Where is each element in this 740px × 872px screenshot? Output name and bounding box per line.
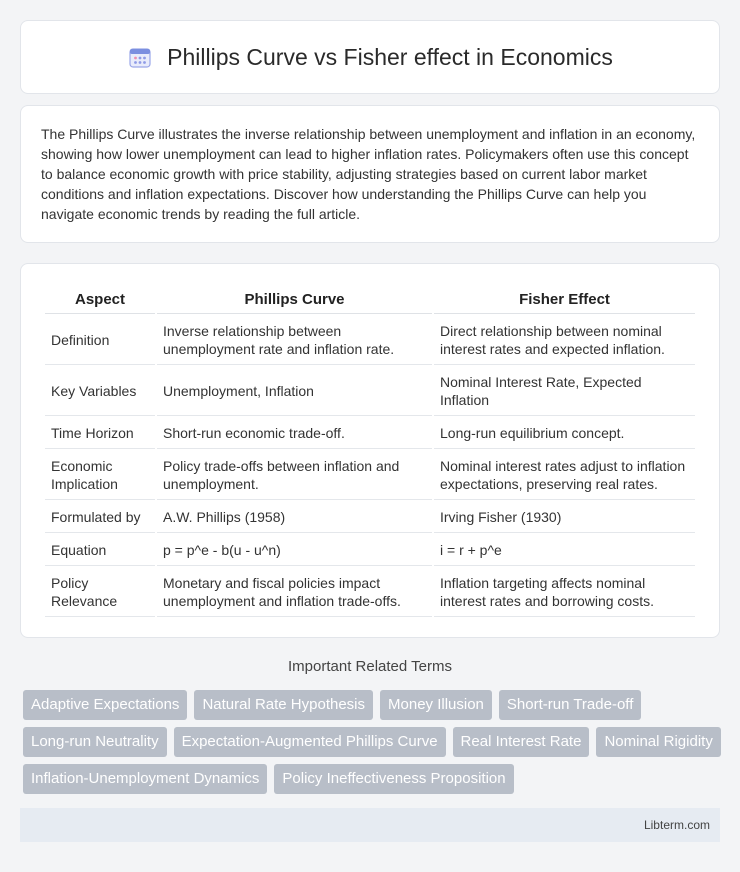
related-terms-list	[23, 690, 723, 794]
related-term-tag[interactable]: Real Interest Rate	[453, 727, 590, 757]
row-aspect: Key Variables	[45, 367, 155, 416]
related-term-tag[interactable]: Adaptive Expectations	[23, 690, 187, 720]
footer-site-link[interactable]: Libterm.com	[643, 818, 710, 832]
related-term-tag[interactable]: Short-run Trade-off	[499, 690, 641, 720]
table-row	[45, 568, 695, 617]
row-fisher: Irving Fisher (1930)	[434, 502, 695, 533]
row-fisher: Long-run equilibrium concept.	[434, 418, 695, 449]
row-aspect: Equation	[45, 535, 155, 566]
related-term-tag[interactable]: Inflation-Unemployment Dynamics	[23, 764, 267, 794]
table-row	[45, 418, 695, 449]
intro-card	[20, 105, 720, 243]
row-fisher: Inflation targeting affects nominal interest rates and borrowing costs.	[434, 568, 695, 617]
related-term-tag[interactable]: Expectation-Augmented Phillips Curve	[174, 727, 446, 757]
related-term-tag[interactable]: Nominal Rigidity	[596, 727, 720, 757]
row-fisher: Nominal Interest Rate, Expected Inflation	[434, 367, 695, 416]
row-phillips: A.W. Phillips (1958)	[157, 502, 432, 533]
table-row	[45, 316, 695, 365]
calendar-icon	[127, 44, 153, 70]
related-terms-title: Important Related Terms	[288, 658, 452, 675]
table-row	[45, 451, 695, 500]
header-phillips-curve: Phillips Curve	[157, 286, 432, 314]
row-phillips: p = p^e - b(u - u^n)	[157, 535, 432, 566]
related-term-tag[interactable]: Natural Rate Hypothesis	[194, 690, 373, 720]
related-term-tag[interactable]: Long-run Neutrality	[23, 727, 167, 757]
row-phillips: Short-run economic trade-off.	[157, 418, 432, 449]
footer	[20, 808, 720, 842]
comparison-card	[20, 263, 720, 638]
row-aspect: Policy Relevance	[45, 568, 155, 617]
header-fisher-effect: Fisher Effect	[434, 286, 695, 314]
row-aspect: Definition	[45, 316, 155, 365]
row-phillips: Monetary and fiscal policies impact unemployment and inflation trade-offs.	[157, 568, 432, 617]
header-aspect: Aspect	[45, 286, 155, 314]
table-header-row	[45, 286, 695, 314]
table-row	[45, 367, 695, 416]
row-phillips: Inverse relationship between unemployment rate and inflation rate.	[157, 316, 432, 365]
row-aspect: Economic Implication	[45, 451, 155, 500]
row-phillips: Policy trade-offs between inflation and unemployment.	[157, 451, 432, 500]
intro-paragraph: The Phillips Curve illustrates the inverse relationship between unemployment and inflation in an economy, showing how lower unemployment can lead to higher inflation rates. Policymakers often use this concept to balance economic growth with price stability, adjusting strategies based on current labor market conditions and inflation expectations. Discover how understanding the Phillips Curve can help you navigate economic trends by reading the full article.	[41, 126, 696, 222]
related-term-tag[interactable]: Money Illusion	[380, 690, 492, 720]
table-row	[45, 535, 695, 566]
row-aspect: Formulated by	[45, 502, 155, 533]
comparison-table	[43, 284, 697, 619]
table-row	[45, 502, 695, 533]
page-title: Phillips Curve vs Fisher effect in Economics	[167, 43, 613, 70]
related-term-tag[interactable]: Policy Ineffectiveness Proposition	[274, 764, 513, 794]
row-fisher: Direct relationship between nominal interest rates and expected inflation.	[434, 316, 695, 365]
row-fisher: i = r + p^e	[434, 535, 695, 566]
title-card	[20, 20, 720, 94]
row-phillips: Unemployment, Inflation	[157, 367, 432, 416]
row-aspect: Time Horizon	[45, 418, 155, 449]
row-fisher: Nominal interest rates adjust to inflation expectations, preserving real rates.	[434, 451, 695, 500]
